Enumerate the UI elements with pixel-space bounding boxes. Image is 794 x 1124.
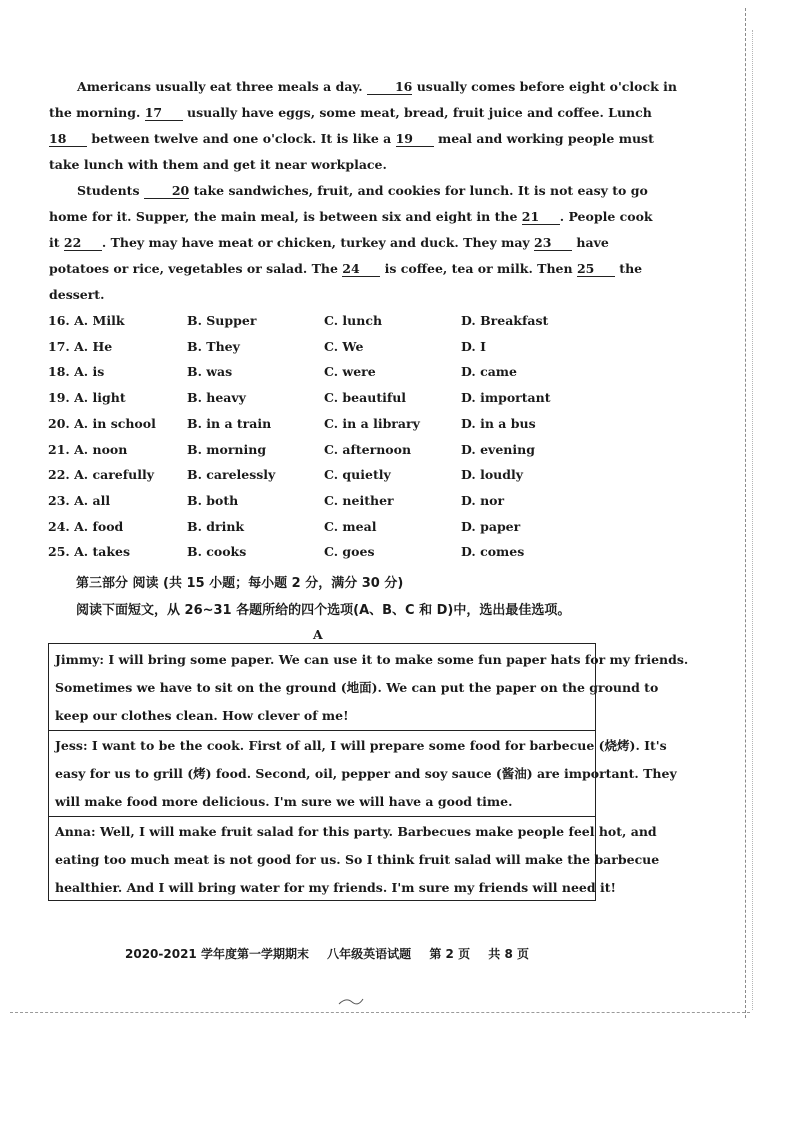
passage-text: the xyxy=(614,261,643,276)
cloze-blank: 17 xyxy=(145,106,183,121)
option-b: B. carelessly xyxy=(187,467,276,483)
passage-line xyxy=(49,182,648,200)
cloze-blank: 25 xyxy=(577,262,615,277)
option-b: B. Supper xyxy=(187,313,257,328)
option-b: B. in a train xyxy=(187,415,272,431)
option-d: D. evening xyxy=(461,441,535,457)
passage-line xyxy=(49,234,609,252)
option-c: C. lunch xyxy=(324,313,383,328)
cloze-blank: 21 xyxy=(522,210,560,225)
option-d: D. comes xyxy=(461,544,525,560)
passage-line xyxy=(49,208,653,226)
scan-edge-line xyxy=(10,1012,750,1013)
passage-text: the morning. xyxy=(49,105,145,120)
option-b: B. They xyxy=(187,338,240,354)
passage-text: Students xyxy=(77,183,144,198)
option-b: B. cooks xyxy=(187,544,247,560)
option-a: 25. A. takes xyxy=(48,544,131,560)
option-row xyxy=(48,466,608,484)
option-c: C. quietly xyxy=(324,467,391,483)
option-c: C. We xyxy=(324,338,364,354)
passage-text: have xyxy=(572,235,609,250)
option-a: 21. A. noon xyxy=(48,441,128,457)
box-line: Anna: Well, I will make fruit salad for this party. Barbecues make people feel hot, and xyxy=(55,824,657,839)
passage-text: it xyxy=(49,235,64,250)
option-a: 20. A. in school xyxy=(48,415,156,431)
box-line: easy for us to grill (烤) food. Second, oil, pepper and soy sauce (酱油) are important. They xyxy=(55,766,677,781)
cloze-blank: 19 xyxy=(396,132,434,147)
passage-line xyxy=(49,286,594,304)
cloze-blank: 18 xyxy=(49,132,87,147)
option-d: D. loudly xyxy=(461,467,524,483)
option-d: D. important xyxy=(461,390,551,406)
option-b: B. drink xyxy=(187,518,245,534)
option-c: C. meal xyxy=(324,518,377,534)
option-row xyxy=(48,389,608,407)
option-row xyxy=(48,543,608,561)
cloze-blank: 24 xyxy=(342,262,380,277)
option-c: C. neither xyxy=(324,492,394,508)
option-row xyxy=(48,312,608,330)
section-instruction: 阅读下面短文，从 26~31 各题所给的四个选项(A、B、C 和 D)中，选出最佳选项。 xyxy=(76,603,571,618)
passage-text: is coffee, tea or milk. Then xyxy=(380,261,577,276)
option-b: B. both xyxy=(187,492,239,508)
option-a: 18. A. is xyxy=(48,364,105,380)
option-row xyxy=(48,415,608,433)
scan-edge-line xyxy=(752,30,753,1010)
footer-total: 共 8 页 xyxy=(488,947,529,961)
option-a: 24. A. food xyxy=(48,518,124,534)
passage-text: Americans usually eat three meals a day. xyxy=(77,79,367,94)
option-a: 22. A. carefully xyxy=(48,467,154,483)
option-row xyxy=(48,441,608,459)
box-line: Jess: I want to be the cook. First of all, I will prepare some food for barbecue (烧烤). It's xyxy=(55,738,667,753)
pen-mark xyxy=(338,996,364,1006)
option-d: D. Breakfast xyxy=(461,313,549,328)
option-a: 23. A. all xyxy=(48,492,111,508)
option-b: B. was xyxy=(187,364,233,380)
option-d: D. came xyxy=(461,364,517,380)
option-row xyxy=(48,518,608,536)
option-b: B. heavy xyxy=(187,390,246,406)
option-c: C. in a library xyxy=(324,415,420,431)
footer-exam: 2020-2021 学年度第一学期期末 xyxy=(125,947,309,961)
option-d: D. paper xyxy=(461,518,521,534)
passage-text: usually have eggs, some meat, bread, fruit juice and coffee. Lunch xyxy=(182,105,652,120)
option-c: C. beautiful xyxy=(324,390,407,406)
cloze-blank: 23 xyxy=(534,236,572,251)
option-row xyxy=(48,338,608,356)
option-d: D. nor xyxy=(461,492,505,508)
option-row xyxy=(48,492,608,510)
box-line: will make food more delicious. I'm sure we will have a good time. xyxy=(55,794,513,809)
passage-line xyxy=(49,260,643,278)
passage-text: take sandwiches, fruit, and cookies for lunch. It is not easy to go xyxy=(189,183,648,198)
page-footer xyxy=(125,945,543,962)
option-c: C. were xyxy=(324,364,376,380)
box-line: Jimmy: I will bring some paper. We can use it to make some fun paper hats for my friends. xyxy=(55,652,689,667)
option-row xyxy=(48,363,608,381)
passage-text: home for it. Supper, the main meal, is between six and eight in the xyxy=(49,209,522,224)
box-line: eating too much meat is not good for us. So I think fruit salad will make the barbecue xyxy=(55,852,660,867)
passage-text: take lunch with them and get it near workplace. xyxy=(49,157,387,172)
passage-text: usually comes before eight o'clock in xyxy=(412,79,677,94)
option-a: 19. A. light xyxy=(48,390,126,406)
cloze-blank: 20 xyxy=(144,184,189,199)
cloze-blank: 22 xyxy=(64,236,102,251)
passage-text: meal and working people must xyxy=(433,131,654,146)
option-d: D. in a bus xyxy=(461,415,536,431)
footer-page: 第 2 页 xyxy=(429,947,471,961)
passage-text: dessert. xyxy=(49,287,105,302)
passage-text: . They may have meat or chicken, turkey and duck. They may xyxy=(101,235,535,250)
box-divider xyxy=(49,730,595,731)
passage-line xyxy=(49,78,677,96)
cloze-blank: 16 xyxy=(367,80,412,95)
box-divider xyxy=(49,816,595,817)
passage-text: between twelve and one o'clock. It is like a xyxy=(87,131,396,146)
option-c: C. goes xyxy=(324,544,375,560)
passage-line xyxy=(49,156,594,174)
footer-subject: 八年级英语试题 xyxy=(327,947,412,961)
option-a: 17. A. He xyxy=(48,338,113,354)
box-line: keep our clothes clean. How clever of me! xyxy=(55,708,349,723)
passage-line xyxy=(49,104,652,122)
box-line: Sometimes we have to sit on the ground (地面). We can put the paper on the ground to xyxy=(55,680,659,695)
section-heading: 第三部分 阅读 (共 15 小题；每小题 2 分，满分 30 分) xyxy=(76,576,404,591)
box-line: healthier. And I will bring water for my friends. I'm sure my friends will need it! xyxy=(55,880,616,895)
option-d: D. I xyxy=(461,338,486,354)
passage-label: A xyxy=(313,627,323,642)
scan-edge-line xyxy=(745,8,746,1018)
option-b: B. morning xyxy=(187,441,267,457)
passage-text: potatoes or rice, vegetables or salad. The xyxy=(49,261,343,276)
option-a: 16. A. Milk xyxy=(48,313,125,328)
option-c: C. afternoon xyxy=(324,441,412,457)
passage-line xyxy=(49,130,654,148)
passage-text: . People cook xyxy=(559,209,653,224)
reading-box xyxy=(48,643,689,901)
